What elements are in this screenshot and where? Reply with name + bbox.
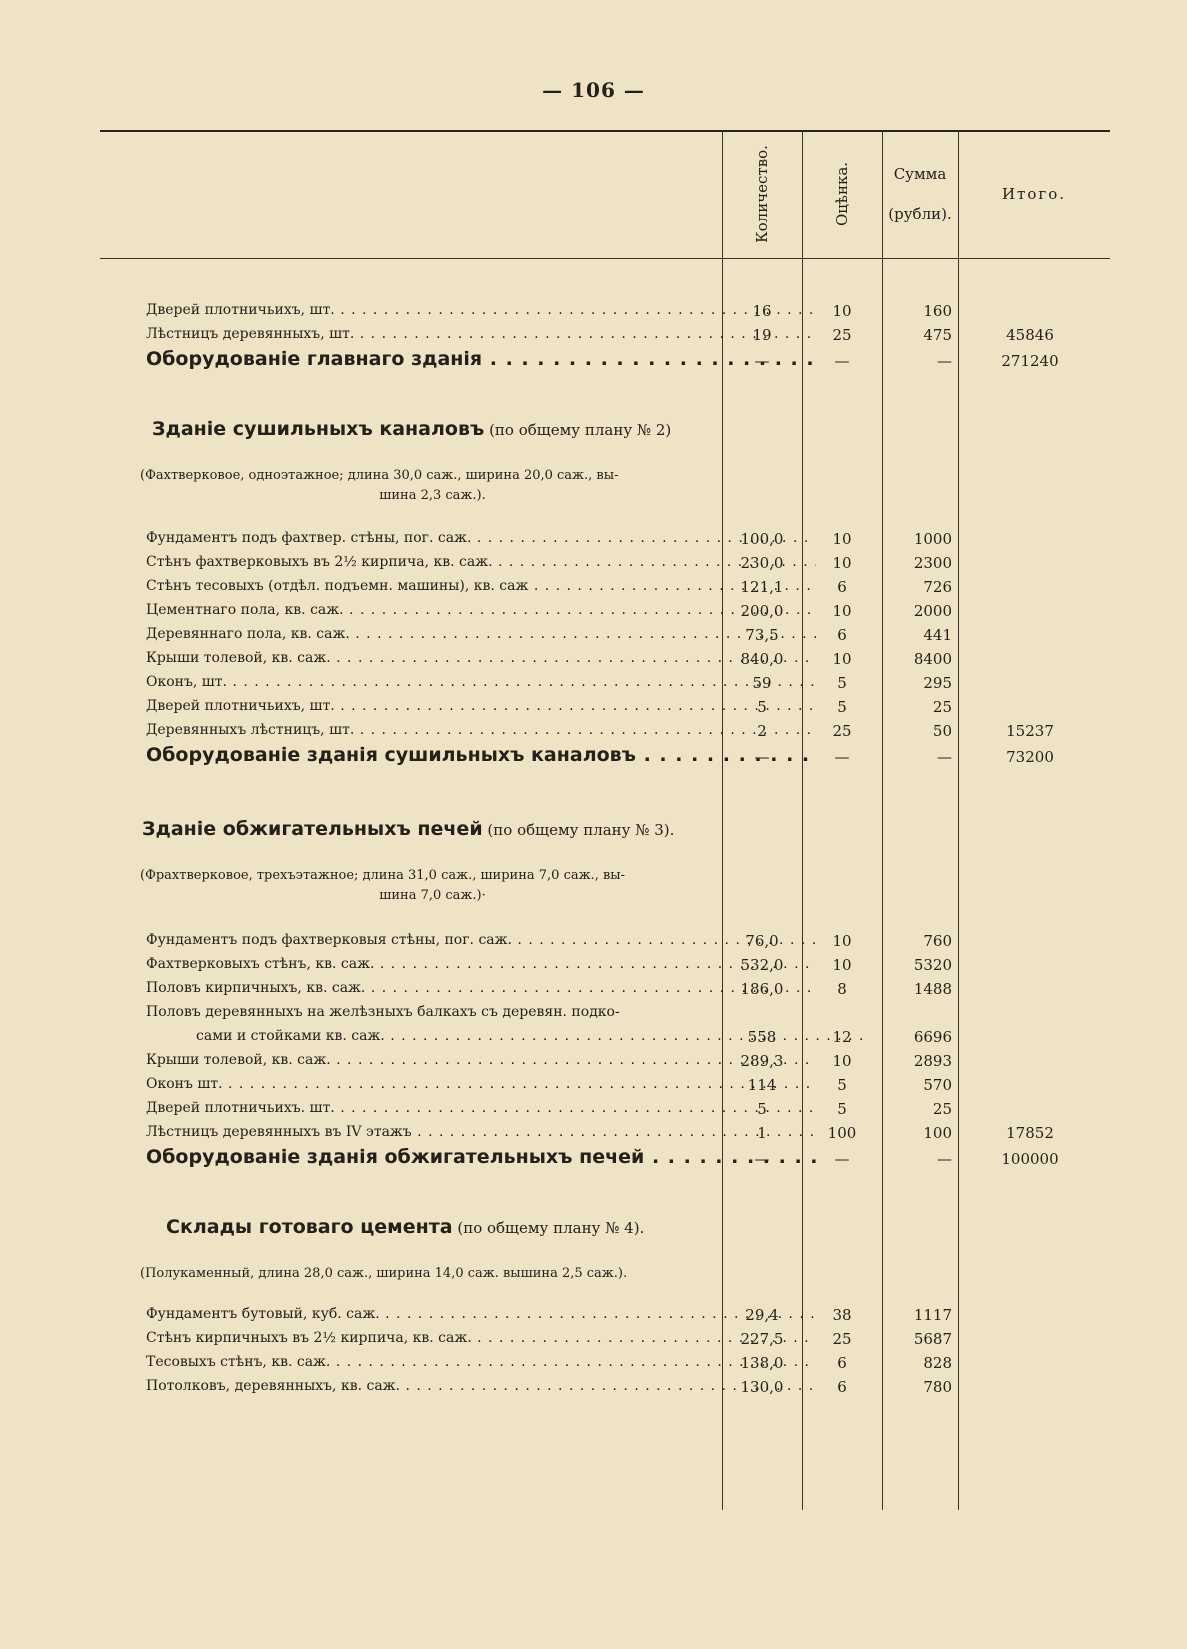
table-row: Стѣнъ фахтверковыхъ въ 2½ кирпича, кв. саж. . . . 230,0 10 2300 [100, 552, 1110, 576]
table-row: Фахтверковыхъ стѣнъ, кв. саж. . . . 532,0 10 5320 [100, 954, 1110, 978]
table-row: Крыши толевой, кв. саж. . . . 289,3 10 2893 [100, 1050, 1110, 1074]
table-row-subtotal: Оборудованіе зданія сушильныхъ каналовъ . . . — — — 73200 [100, 746, 1110, 770]
table-row: Дверей плотничьихъ, шт. . . . 5 5 25 [100, 696, 1110, 720]
table-row: Стѣнъ тесовыхъ (отдѣл. подъемн. машины), кв. саж . . . 121,1 6 726 [100, 576, 1110, 600]
header-quantity: Количество. [753, 145, 771, 243]
table-row-subtotal: Оборудованіе зданія обжигательныхъ печей . . . — — — 100000 [100, 1148, 1110, 1172]
table-row-subtotal: Оборудованіе главнаго зданія . . . — — — 271240 [100, 350, 1110, 374]
table-row: Фундаментъ подъ фахтверковыя стѣны, пог. саж. . . . 76,0 10 760 [100, 930, 1110, 954]
table-row: сами и стойками кв. саж. . . . 558 12 6696 [100, 1026, 1110, 1050]
header-sum: Сумма (рубли). [888, 165, 952, 223]
section-note: (Фахтверковое, одноэтажное; длина 30,0 саж., ширина 20,0 саж., вы- шина 2,3 саж.). [140, 468, 619, 503]
section-title: Зданіе сушильныхъ каналовъ (по общему плану № 2) [152, 418, 672, 440]
table-row: Дверей плотничьихъ. шт. . . . 5 5 25 [100, 1098, 1110, 1122]
table-row: Половъ кирпичныхъ, кв. саж. . . . 186,0 8 1488 [100, 978, 1110, 1002]
table-row: Половъ деревянныхъ на желѣзныхъ балкахъ съ деревян. подко- [146, 1004, 620, 1020]
table-row: Лѣстницъ деревянныхъ въ IV этажъ . . . 1 100 100 17852 [100, 1122, 1110, 1146]
section-title: Зданіе обжигательныхъ печей (по общему плану № 3). [142, 818, 675, 840]
header-total: Итого. [1001, 185, 1067, 203]
section-title: Склады готоваго цемента (по общему плану № 4). [166, 1216, 645, 1238]
table-row: Стѣнъ кирпичныхъ въ 2½ кирпича, кв. саж. . . . 227,5 25 5687 [100, 1328, 1110, 1352]
table-row: Деревяннаго пола, кв. саж. . . . 73,5 6 441 [100, 624, 1110, 648]
table-row: Оконъ шт. . . . 114 5 570 [100, 1074, 1110, 1098]
table-row: Деревянныхъ лѣстницъ, шт. . . . 2 25 50 15237 [100, 720, 1110, 744]
table-row: Оконъ, шт. . . . 59 5 295 [100, 672, 1110, 696]
table-row: Тесовыхъ стѣнъ, кв. саж. . . . 138,0 6 828 [100, 1352, 1110, 1376]
table-row: Цементнаго пола, кв. саж. . . . 200,0 10 2000 [100, 600, 1110, 624]
section-note: (Фрахтверковое, трехъэтажное; длина 31,0 саж., ширина 7,0 саж., вы- шина 7,0 саж.)· [140, 868, 626, 903]
section-note: (Полукаменный, длина 28,0 саж., ширина 14,0 саж. вышина 2,5 саж.). [140, 1266, 628, 1281]
header-rate: Оцѣнка. [832, 161, 851, 227]
table-row: Крыши толевой, кв. саж. . . . 840,0 10 8400 [100, 648, 1110, 672]
page-number: — 106 — [542, 78, 645, 102]
table-row: Фундаментъ бутовый, куб. саж. . . . 29,4 38 1117 [100, 1304, 1110, 1328]
table-row: Потолковъ, деревянныхъ, кв. саж. . . . 130,0 6 780 [100, 1376, 1110, 1400]
table-row: Лѣстницъ деревянныхъ, шт. . . . 19 25 475 45846 [100, 324, 1110, 348]
table-row: Фундаментъ подъ фахтвер. стѣны, пог. саж. . . . 100,0 10 1000 [100, 528, 1110, 552]
table-row: Дверей плотничьихъ, шт. . . . 16 10 160 [100, 300, 1110, 324]
